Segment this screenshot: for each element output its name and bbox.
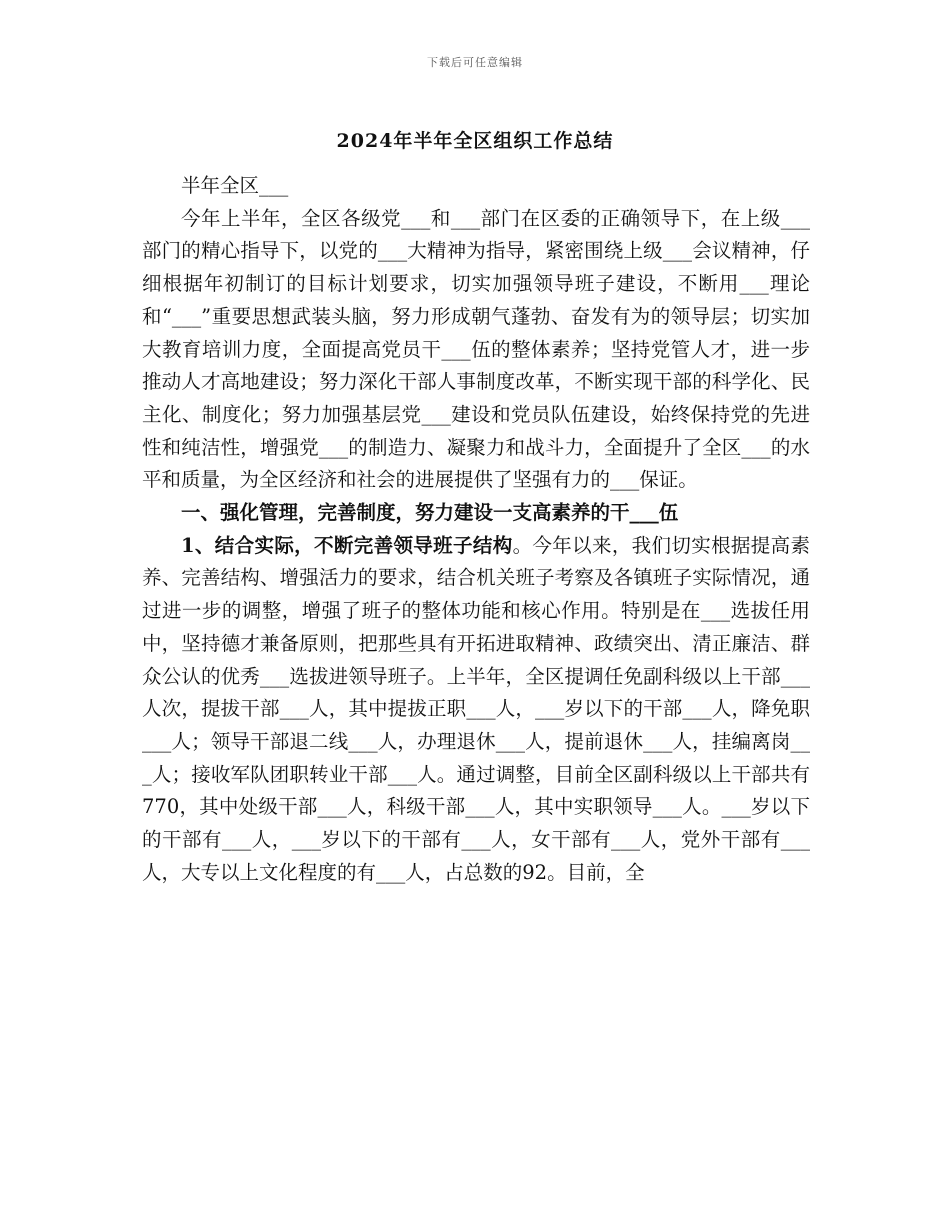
item-1-paragraph <box>142 530 810 890</box>
item-1-lead: 1、结合实际，不断完善领导班子结构 <box>181 533 513 557</box>
item-1-body: 。今年以来，我们切实根据提高素养、完善结构、增强活力的要求，结合机关班子考察及各镇班子实际情况，通过进一步的调整，增强了班子的整体功能和核心作用。特别是在___选拔任用中，坚持德才兼备原则，把那些具有开拓进取精神、政绩突出、清正廉洁、群众公认的优秀___选拔进领导班子。上半年，全区提调任免副科级以上干部___人次，提拔干部___人，其中提拔正职___人，___岁以下的干部___人，降免职___人；领导干部退二线___人，办理退休___人，提前退休___人，挂编离岗___人；接收军队团职转业干部___人。通过调整，目前全区副科级以上干部共有770，其中处级干部___人，科级干部___人，其中实职领导___人。___岁以下的干部有___人，___岁以下的干部有___人，女干部有___人，党外干部有___人，大专以上文化程度的有___人，占总数的92。目前，全 <box>142 533 810 884</box>
page-header-note: 下载后可任意编辑 <box>427 56 523 69</box>
document-title: 2024年半年全区组织工作总结 <box>336 130 614 152</box>
section-heading-1: 一、强化管理，完善制度，努力建设一支高素养的干___伍 <box>181 501 679 525</box>
greeting-line: 半年全区___ <box>181 174 289 197</box>
intro-paragraph: 今年上半年，全区各级党___和___部门在区委的正确领导下，在上级___部门的精心指导下，以党的___大精神为指导，紧密围绕上级___会议精神，仔细根据年初制订的目标计划要求，切实加强领导班子建设，不断用___理论和“___”重要思想武装头脑，努力形成朝气蓬勃、奋发有为的领导层；切实加大教育培训力度，全面提高党员干___伍的整体素养；坚持党管人才，进一步推动人才高地建设；努力深化干部人事制度改革，不断实现干部的科学化、民主化、制度化；努力加强基层党___建设和党员队伍建设，始终保持党的先进性和纯洁性，增强党___的制造力、凝聚力和战斗力，全面提升了全区___的水平和质量，为全区经济和社会的进展提供了坚强有力的___保证。 <box>142 206 810 492</box>
document-body <box>142 170 810 889</box>
